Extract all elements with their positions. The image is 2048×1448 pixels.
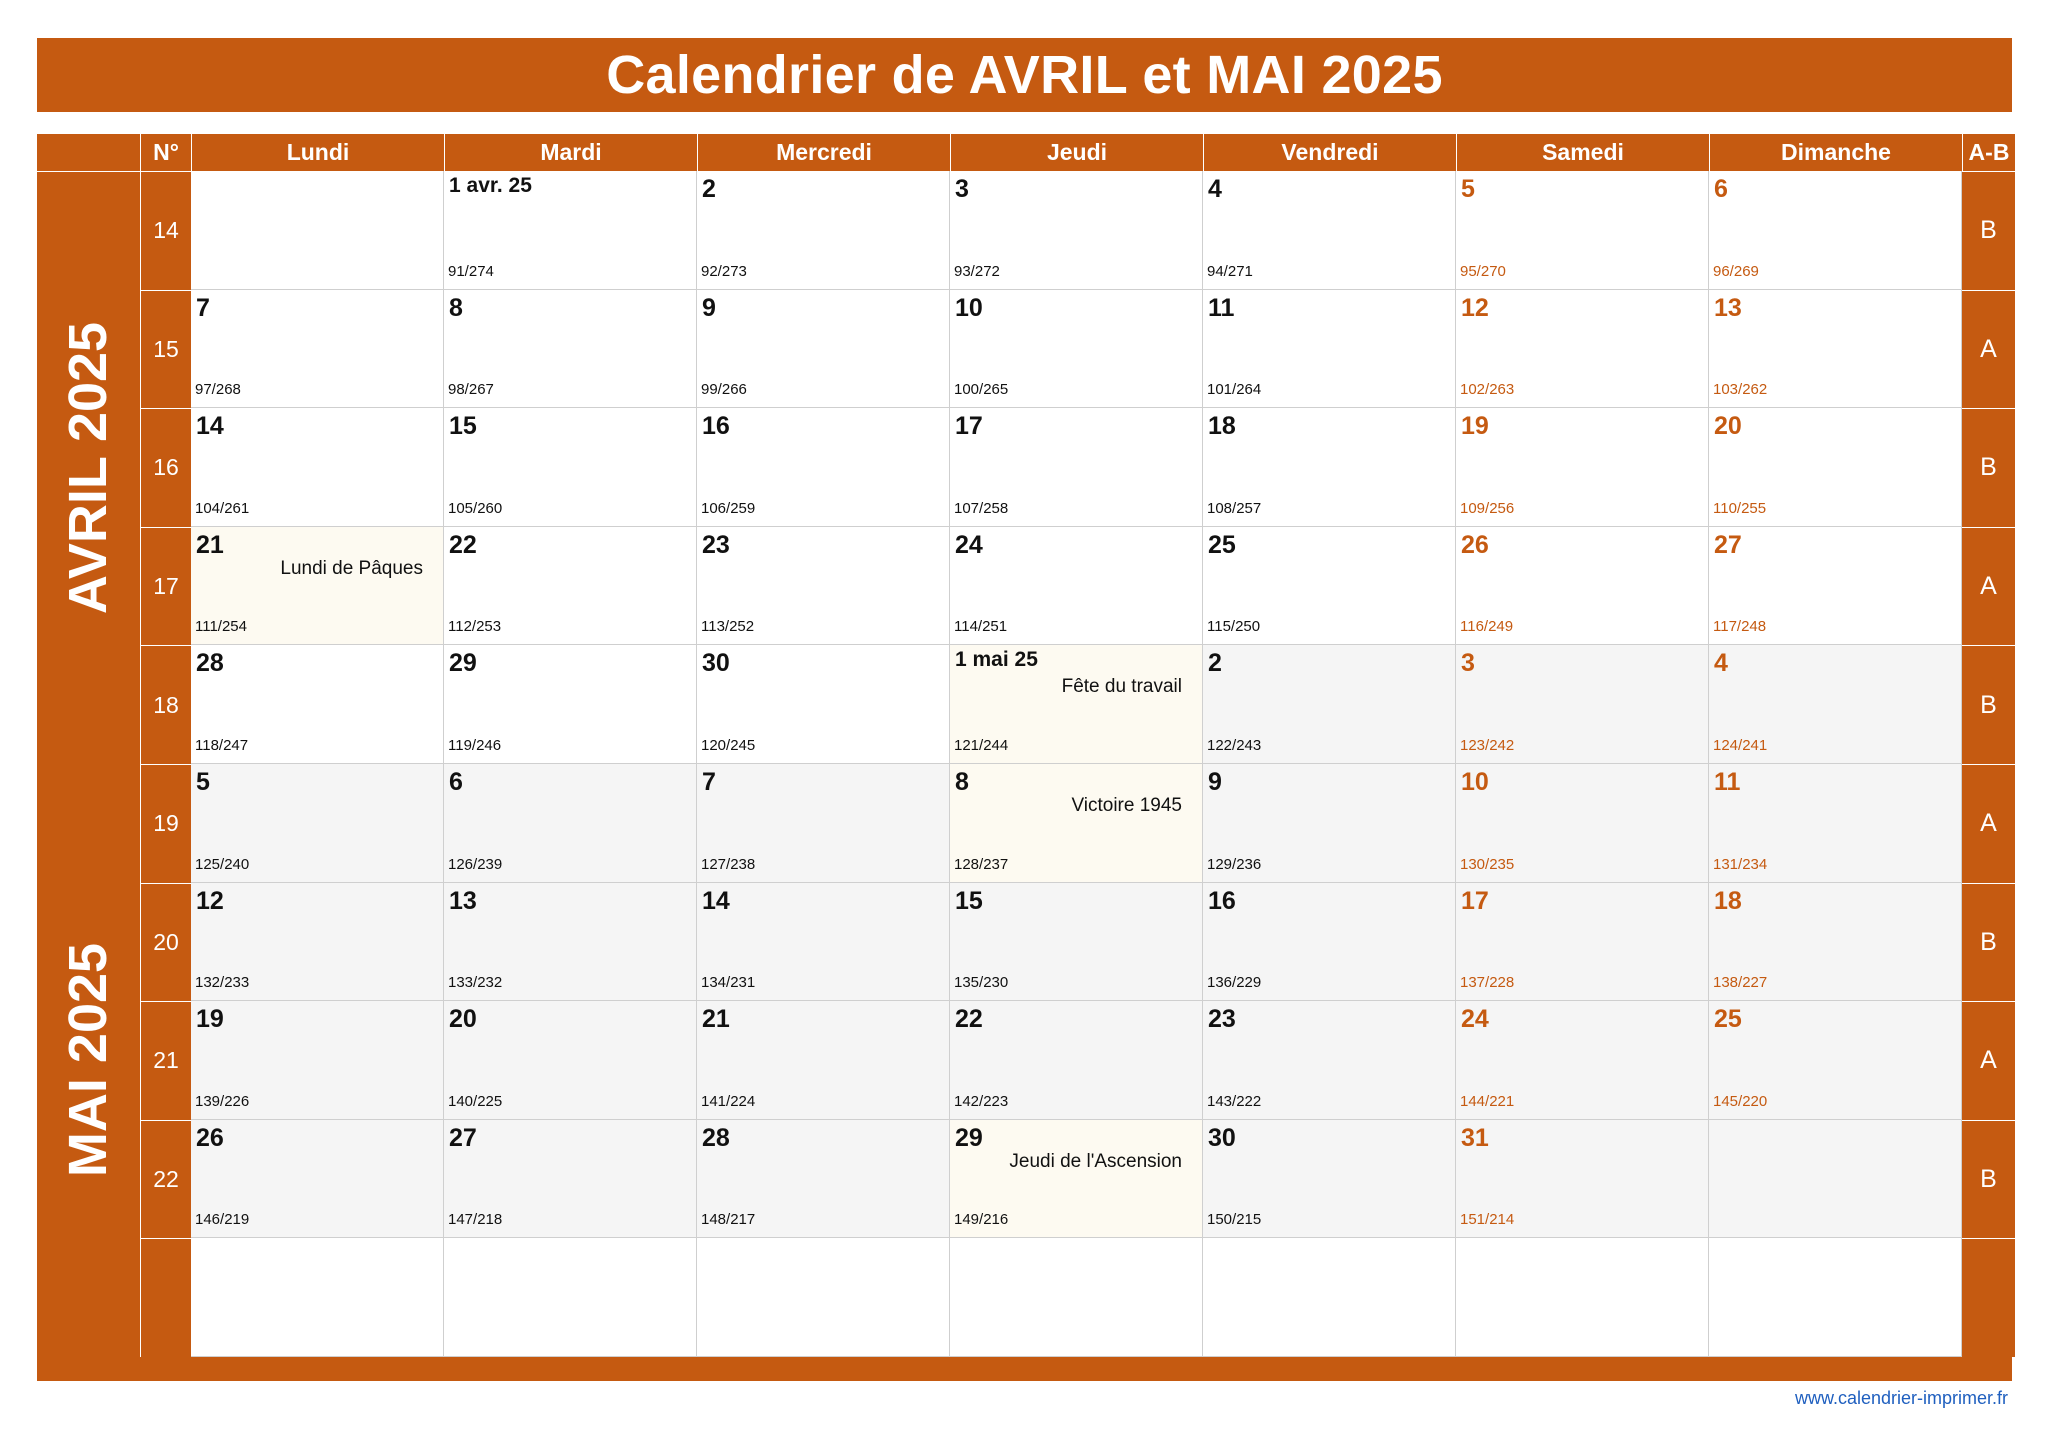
day-number: 14 [196, 412, 224, 441]
day-cell [1709, 171, 1962, 290]
holiday-label: Lundi de Pâques [280, 557, 423, 579]
page-title: Calendrier de AVRIL et MAI 2025 [37, 38, 2012, 112]
day-cell [444, 1238, 697, 1357]
day-cell [1456, 290, 1709, 409]
day-number: 17 [955, 412, 983, 441]
day-number: 5 [196, 767, 210, 796]
header-friday: Vendredi [1203, 134, 1456, 171]
day-number: 25 [1714, 1005, 1742, 1034]
day-of-year: 99/266 [701, 381, 747, 399]
header-saturday: Samedi [1456, 134, 1709, 171]
ab-week-label: B [1962, 1120, 2015, 1239]
day-of-year: 143/222 [1207, 1092, 1262, 1110]
day-cell [1203, 527, 1456, 646]
week-number: 21 [140, 1001, 191, 1120]
week-number [140, 1238, 191, 1357]
day-number: 24 [1461, 1005, 1489, 1034]
day-number: 4 [1208, 175, 1222, 203]
day-of-year: 141/224 [701, 1092, 756, 1110]
day-cell [697, 764, 950, 883]
day-number: 28 [702, 1123, 730, 1152]
day-of-year: 135/230 [954, 974, 1009, 992]
ab-week-label: A [1962, 527, 2015, 646]
day-of-year: 106/259 [701, 499, 756, 517]
week-number: 16 [140, 408, 191, 527]
day-of-year: 111/254 [195, 618, 247, 636]
day-cell [444, 527, 697, 646]
day-number: 3 [1461, 649, 1475, 678]
day-of-year: 95/270 [1460, 262, 1506, 280]
day-of-year: 127/238 [701, 855, 756, 873]
day-of-year: 121/244 [954, 736, 1009, 754]
day-cell [1456, 645, 1709, 764]
day-of-year: 131/234 [1713, 855, 1768, 873]
day-of-year: 150/215 [1207, 1211, 1262, 1229]
ab-week-label: B [1962, 883, 2015, 1002]
day-cell [444, 290, 697, 409]
day-number: 2 [702, 175, 716, 203]
day-cell [950, 1001, 1203, 1120]
day-cell [1456, 171, 1709, 290]
day-number: 25 [1208, 530, 1236, 559]
week-number: 20 [140, 883, 191, 1002]
header-tuesday: Mardi [444, 134, 697, 171]
day-number: 21 [196, 530, 224, 559]
day-of-year: 94/271 [1207, 262, 1253, 280]
day-of-year: 115/250 [1207, 618, 1261, 636]
ab-week-label: B [1962, 171, 2015, 290]
day-number: 24 [955, 530, 983, 559]
day-of-year: 133/232 [448, 974, 503, 992]
ab-week-label: A [1962, 1001, 2015, 1120]
day-cell [1456, 408, 1709, 527]
day-cell [1203, 1120, 1456, 1239]
day-number: 27 [1714, 530, 1742, 559]
day-of-year: 129/236 [1207, 855, 1262, 873]
holiday-label: Victoire 1945 [1071, 794, 1182, 816]
day-cell [191, 764, 444, 883]
day-number: 9 [1208, 767, 1222, 796]
header-monday: Lundi [191, 134, 444, 171]
day-of-year: 91/274 [448, 262, 494, 280]
day-of-year: 145/220 [1713, 1092, 1768, 1110]
day-of-year: 123/242 [1460, 736, 1515, 754]
day-number: 2 [1208, 649, 1222, 678]
day-cell [191, 171, 444, 290]
day-number: 13 [1714, 293, 1742, 322]
day-cell [1709, 1120, 1962, 1239]
header-sunday: Dimanche [1709, 134, 1962, 171]
day-of-year: 148/217 [701, 1211, 756, 1229]
day-of-year: 97/268 [195, 381, 241, 399]
day-of-year: 125/240 [195, 855, 250, 873]
day-number: 22 [955, 1005, 983, 1034]
day-cell [1456, 1238, 1709, 1357]
day-of-year: 136/229 [1207, 974, 1262, 992]
day-cell [1709, 290, 1962, 409]
day-of-year: 109/256 [1460, 499, 1515, 517]
day-of-year: 100/265 [954, 381, 1009, 399]
day-number: 11 [1714, 767, 1741, 796]
day-cell [1203, 1238, 1456, 1357]
day-of-year: 102/263 [1460, 381, 1515, 399]
day-cell [697, 171, 950, 290]
day-cell [950, 171, 1203, 290]
day-number: 28 [196, 649, 224, 678]
day-of-year: 146/219 [195, 1211, 250, 1229]
week-number: 17 [140, 527, 191, 646]
day-cell [444, 1001, 697, 1120]
day-cell [191, 408, 444, 527]
day-cell [1456, 527, 1709, 646]
week-number: 14 [140, 171, 191, 290]
day-cell [697, 1120, 950, 1239]
calendar-grid [37, 134, 2012, 1369]
day-of-year: 138/227 [1713, 974, 1768, 992]
day-of-year: 98/267 [448, 381, 494, 399]
day-cell [1456, 1120, 1709, 1239]
day-of-year: 139/226 [195, 1092, 250, 1110]
day-number: 15 [449, 412, 477, 441]
day-of-year: 118/247 [195, 736, 249, 754]
day-of-year: 122/243 [1207, 736, 1262, 754]
holiday-label: Fête du travail [1061, 676, 1182, 698]
day-cell [191, 290, 444, 409]
week-number: 18 [140, 645, 191, 764]
day-number: 16 [1208, 886, 1236, 915]
week-number: 15 [140, 290, 191, 409]
header-wednesday: Mercredi [697, 134, 950, 171]
day-cell [444, 1120, 697, 1239]
day-number: 1 mai 25 [955, 648, 1038, 672]
day-cell [191, 883, 444, 1002]
day-of-year: 149/216 [954, 1211, 1009, 1229]
ab-week-label: A [1962, 290, 2015, 409]
day-cell [1203, 645, 1456, 764]
day-of-year: 112/253 [448, 618, 502, 636]
day-number: 30 [1208, 1123, 1236, 1152]
day-number: 26 [1461, 530, 1489, 559]
day-cell [1709, 645, 1962, 764]
day-number: 22 [449, 530, 477, 559]
day-number: 6 [1714, 175, 1728, 203]
day-cell [697, 290, 950, 409]
day-cell [697, 408, 950, 527]
day-number: 21 [702, 1005, 730, 1034]
day-of-year: 137/228 [1460, 974, 1515, 992]
day-number: 19 [1461, 412, 1489, 441]
day-cell [1456, 764, 1709, 883]
day-cell [697, 645, 950, 764]
day-of-year: 116/249 [1460, 618, 1514, 636]
day-of-year: 114/251 [954, 618, 1008, 636]
day-cell [1709, 764, 1962, 883]
ab-week-label [1962, 1238, 2015, 1357]
header-week-number: N° [140, 134, 191, 171]
day-number: 29 [955, 1123, 983, 1152]
day-of-year: 142/223 [954, 1092, 1009, 1110]
day-number: 18 [1208, 412, 1236, 441]
ab-week-label: B [1962, 645, 2015, 764]
day-number: 23 [702, 530, 730, 559]
day-of-year: 110/255 [1713, 499, 1767, 517]
day-number: 20 [1714, 412, 1742, 441]
day-cell [950, 408, 1203, 527]
day-cell [1203, 290, 1456, 409]
day-number: 10 [955, 293, 983, 322]
bottom-bar [37, 1369, 2012, 1381]
day-cell [950, 883, 1203, 1002]
day-of-year: 130/235 [1460, 855, 1515, 873]
day-of-year: 132/233 [195, 974, 250, 992]
day-cell [191, 645, 444, 764]
day-cell [697, 1001, 950, 1120]
day-cell [1203, 171, 1456, 290]
day-number: 18 [1714, 886, 1742, 915]
day-number: 12 [196, 886, 224, 915]
header-thursday: Jeudi [950, 134, 1203, 171]
side-label-april [37, 171, 140, 764]
day-of-year: 134/231 [701, 974, 756, 992]
day-cell [444, 764, 697, 883]
day-cell [1709, 527, 1962, 646]
day-cell [191, 1238, 444, 1357]
day-number: 8 [449, 293, 463, 322]
day-number: 12 [1461, 293, 1489, 322]
day-of-year: 126/239 [448, 855, 503, 873]
day-cell [444, 645, 697, 764]
day-of-year: 124/241 [1713, 736, 1768, 754]
day-number: 5 [1461, 175, 1475, 203]
day-of-year: 93/272 [954, 262, 1000, 280]
side-label-may-text: MAI 2025 [58, 943, 119, 1178]
day-number: 11 [1208, 293, 1235, 322]
day-cell [1203, 883, 1456, 1002]
day-cell [444, 171, 697, 290]
day-number: 10 [1461, 767, 1489, 796]
day-number: 29 [449, 649, 477, 678]
day-cell [1203, 764, 1456, 883]
day-number: 7 [702, 767, 716, 796]
day-number: 23 [1208, 1005, 1236, 1034]
day-cell [697, 1238, 950, 1357]
side-label-april-text: AVRIL 2025 [58, 321, 119, 615]
day-of-year: 120/245 [701, 736, 756, 754]
ab-week-label: B [1962, 408, 2015, 527]
footer-link[interactable]: www.calendrier-imprimer.fr [1794, 1388, 2008, 1408]
day-number: 31 [1461, 1123, 1489, 1152]
day-number: 16 [702, 412, 730, 441]
day-of-year: 103/262 [1713, 381, 1768, 399]
day-of-year: 128/237 [954, 855, 1009, 873]
day-number: 19 [196, 1005, 224, 1034]
header-corner [37, 134, 140, 171]
day-cell [950, 764, 1203, 883]
day-cell [1456, 883, 1709, 1002]
day-of-year: 144/221 [1460, 1092, 1515, 1110]
day-cell [950, 1120, 1203, 1239]
ab-week-label: A [1962, 764, 2015, 883]
day-cell [1203, 1001, 1456, 1120]
day-cell [697, 883, 950, 1002]
day-of-year: 101/264 [1207, 381, 1262, 399]
holiday-label: Jeudi de l'Ascension [1009, 1150, 1182, 1172]
day-cell [1709, 1238, 1962, 1357]
day-cell [1709, 1001, 1962, 1120]
day-number: 14 [702, 886, 730, 915]
header-ab: A-B [1962, 134, 2015, 171]
day-of-year: 104/261 [195, 499, 250, 517]
day-number: 26 [196, 1123, 224, 1152]
day-of-year: 117/248 [1713, 618, 1767, 636]
day-number: 9 [702, 293, 716, 322]
day-of-year: 107/258 [954, 499, 1009, 517]
day-number: 7 [196, 293, 210, 322]
day-cell [950, 290, 1203, 409]
day-cell [444, 883, 697, 1002]
day-cell [1709, 408, 1962, 527]
day-number: 30 [702, 649, 730, 678]
day-number: 1 avr. 25 [449, 174, 532, 197]
day-of-year: 105/260 [448, 499, 503, 517]
week-number: 19 [140, 764, 191, 883]
day-of-year: 113/252 [701, 618, 755, 636]
day-number: 3 [955, 175, 969, 203]
day-number: 8 [955, 767, 969, 796]
side-label-may [37, 764, 140, 1357]
day-of-year: 140/225 [448, 1092, 503, 1110]
day-of-year: 151/214 [1460, 1211, 1515, 1229]
day-cell [950, 527, 1203, 646]
day-cell [950, 645, 1203, 764]
day-number: 15 [955, 886, 983, 915]
day-of-year: 108/257 [1207, 499, 1262, 517]
day-cell [1203, 408, 1456, 527]
day-number: 27 [449, 1123, 477, 1152]
day-cell [1456, 1001, 1709, 1120]
week-number: 22 [140, 1120, 191, 1239]
day-of-year: 147/218 [448, 1211, 503, 1229]
day-number: 6 [449, 767, 463, 796]
day-number: 13 [449, 886, 477, 915]
day-number: 20 [449, 1005, 477, 1034]
day-number: 4 [1714, 649, 1728, 678]
day-cell [697, 527, 950, 646]
day-cell [191, 1120, 444, 1239]
day-cell [950, 1238, 1203, 1357]
day-cell [191, 1001, 444, 1120]
day-number: 17 [1461, 886, 1489, 915]
day-of-year: 96/269 [1713, 262, 1759, 280]
day-cell [1709, 883, 1962, 1002]
day-cell [191, 527, 444, 646]
day-cell [444, 408, 697, 527]
day-of-year: 119/246 [448, 736, 502, 754]
day-of-year: 92/273 [701, 262, 747, 280]
